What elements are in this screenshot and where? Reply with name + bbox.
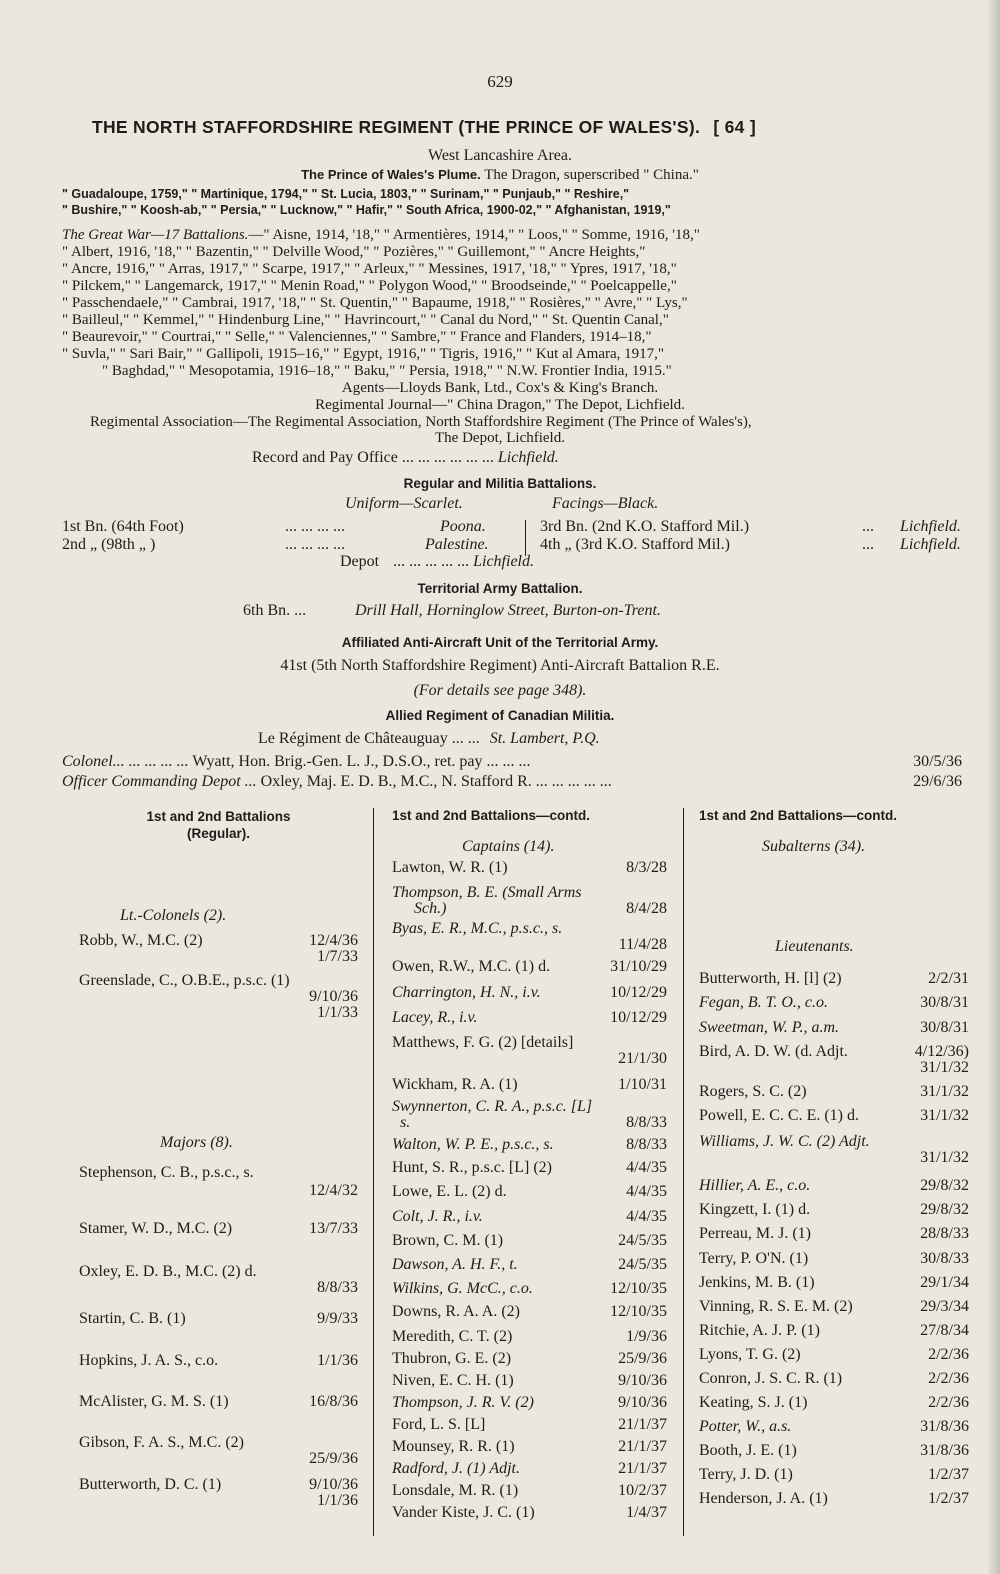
honours-line: " Baghdad," " Mesopotamia, 1916–18," " Baku," " Persia, 1918," " N.W. Frontier India, 1915." xyxy=(102,363,672,379)
honours-line: " Beaurevoir," " Courtrai," " Selle," " Valenciennes," " Sambre," " France and Flanders, 1914–18," xyxy=(62,329,652,345)
officer-row xyxy=(79,1164,358,1182)
territorial-heading: Territorial Army Battalion. xyxy=(417,581,583,596)
officer-date: 27/8/34 xyxy=(920,1322,969,1339)
regiment-title: THE NORTH STAFFORDSHIRE REGIMENT (THE PRINCE OF WALES'S). xyxy=(92,117,701,137)
officer-name: Dawson, A. H. F., t. xyxy=(392,1256,518,1273)
territorial-address: Drill Hall, Horninglow Street, Burton-on-Trent. xyxy=(355,602,661,619)
battalion-1st: 1st Bn. (64th Foot) xyxy=(62,518,184,535)
officer-row xyxy=(392,1460,667,1478)
officer-name: Lowe, E. L. (2) d. xyxy=(392,1183,507,1200)
station-1st: Poona. xyxy=(440,518,486,535)
honours-line: " Suvla," " Sari Bair," " Gallipoli, 1915–16," " Egypt, 1916," " Tigris, 1916," " Kut al Amara, 1917," xyxy=(62,346,665,362)
anti-aircraft-heading: Affiliated Anti-Aircraft Unit of the Territorial Army. xyxy=(341,635,659,650)
officer-date: 8/8/33 xyxy=(317,1279,358,1296)
leader-dots: ... xyxy=(862,518,874,535)
officer-date: 31/1/32 xyxy=(920,1059,969,1076)
officer-name: Perreau, M. J. (1) xyxy=(699,1225,811,1242)
honours-line: " Guadaloupe, 1759," " Martinique, 1794," " St. Lucia, 1803," " Surinam," " Punjaub," " Reshire," xyxy=(62,187,630,201)
officer-name: Wickham, R. A. (1) xyxy=(392,1076,518,1093)
honours-line: " Bushire," " Koosh-ab," " Persia," " Lucknow," " Hafir," " South Africa, 1900-02," " Afghanistan, 1919," xyxy=(62,203,671,217)
column-heading: 1st and 2nd Battalions—contd. xyxy=(392,808,591,823)
officer-row xyxy=(79,1310,358,1328)
ocd-name: Oxley, Maj. E. D. B., M.C., N. Stafford R. ... ... ... ... ... xyxy=(260,773,612,790)
honours-line: " Bailleul," " Kemmel," " Hindenburg Line," " Havrincourt," " Canal du Nord," " St. Quentin Canal," xyxy=(62,312,669,328)
officer-name: Wilkins, G. McC., c.o. xyxy=(392,1280,533,1297)
colonel-date: 30/5/36 xyxy=(913,753,962,770)
column-heading: 1st and 2nd Battalions—contd. xyxy=(699,808,898,823)
officer-date: 8/8/33 xyxy=(626,1136,667,1153)
officer-name: Terry, J. D. (1) xyxy=(699,1466,793,1483)
officer-name: Brown, C. M. (1) xyxy=(392,1232,504,1249)
officer-date: 9/10/36 xyxy=(309,1476,358,1493)
record-pay-place: Lichfield. xyxy=(497,449,559,466)
officer-row-cont xyxy=(392,1114,667,1132)
depot-label: Depot xyxy=(340,553,380,570)
lt-colonels-title: Lt.-Colonels (2). xyxy=(120,907,227,924)
officer-name: Matthews, F. G. (2) [details] xyxy=(392,1034,574,1051)
officer-date: 1/10/31 xyxy=(618,1076,667,1093)
officer-date: 1/1/36 xyxy=(317,1352,358,1369)
officer-row xyxy=(699,1177,969,1195)
station-4th: Lichfield. xyxy=(900,536,961,553)
officer-name: Bird, A. D. W. (d. Adjt. xyxy=(699,1043,848,1060)
officer-date: 21/1/37 xyxy=(618,1460,667,1477)
honours-line: " Albert, 1916, '18," " Bazentin," " Delville Wood," " Pozières," " Guillemont," " Ancre Heights," xyxy=(62,244,646,260)
honours-line: —" Aisne, 1914, '18," " Armentières, 1914," " Loos," " Somme, 1916, '18," xyxy=(248,227,700,243)
uniform: Uniform—Scarlet. xyxy=(345,495,463,512)
officer-name: Walton, W. P. E., p.s.c., s. xyxy=(392,1136,554,1153)
station-2nd: Palestine. xyxy=(425,536,489,553)
territorial-battalion: 6th Bn. ... xyxy=(243,602,307,619)
officer-name: Rogers, S. C. (2) xyxy=(699,1083,807,1100)
leader-dots: ... ... ... ... ... xyxy=(393,553,470,570)
officer-date: 1/4/37 xyxy=(626,1504,667,1521)
record-pay-label: Record and Pay Office ... ... ... ... ... ... xyxy=(252,449,494,466)
officer-date: 24/5/35 xyxy=(618,1256,667,1273)
officer-name: Butterworth, D. C. (1) xyxy=(79,1476,222,1493)
column-divider xyxy=(373,808,374,1536)
officer-name: Vander Kiste, J. C. (1) xyxy=(392,1504,535,1521)
officer-row xyxy=(392,1394,667,1412)
officer-name: Hopkins, J. A. S., c.o. xyxy=(79,1352,219,1369)
captains-title: Captains (14). xyxy=(462,838,555,855)
battalion-divider xyxy=(525,520,526,556)
battalion-4th: 4th „ (3rd K.O. Stafford Mil.) xyxy=(540,536,730,553)
officer-date: 21/1/37 xyxy=(618,1416,667,1433)
officer-row xyxy=(392,1372,667,1390)
officer-row xyxy=(699,1370,969,1388)
battalion-3rd: 3rd Bn. (2nd K.O. Stafford Mil.) xyxy=(540,518,750,535)
officer-name: Oxley, E. D. B., M.C. (2) d. xyxy=(79,1263,257,1280)
officer-name: Meredith, C. T. (2) xyxy=(392,1328,513,1345)
ocd-date: 29/6/36 xyxy=(913,773,962,790)
officer-row xyxy=(392,958,667,976)
great-war-first-line xyxy=(62,227,700,244)
officer-date: 1/1/33 xyxy=(317,1004,358,1021)
officer-name: Stephenson, C. B., p.s.c., s. xyxy=(79,1164,254,1181)
officer-name: Hillier, A. E., c.o. xyxy=(699,1177,811,1194)
agents: Agents—Lloyds Bank, Ltd., Cox's & King's Branch. xyxy=(341,380,659,396)
officer-date: 30/8/33 xyxy=(920,1250,969,1267)
officer-date: 12/4/32 xyxy=(309,1182,358,1199)
canadian-name: Le Régiment de Châteauguay ... ... xyxy=(258,730,480,747)
officer-date: 12/4/36 xyxy=(309,932,358,949)
officer-name: Owen, R.W., M.C. (1) d. xyxy=(392,958,551,975)
officer-date: 8/4/28 xyxy=(626,900,667,917)
anti-aircraft-unit: 41st (5th North Staffordshire Regiment) Anti-Aircraft Battalion R.E. xyxy=(280,657,720,674)
ocd-label: Officer Commanding Depot ... xyxy=(62,773,257,790)
officer-date: 4/4/35 xyxy=(626,1159,667,1176)
colonel-line xyxy=(62,753,531,771)
officer-name: Radford, J. (1) Adjt. xyxy=(392,1460,520,1477)
officer-row xyxy=(392,1232,667,1250)
officer-date: 12/10/35 xyxy=(610,1280,667,1297)
rank-badge: [ 64 ] xyxy=(713,117,756,137)
officer-date: 31/10/29 xyxy=(610,958,667,975)
officer-date: 4/4/35 xyxy=(626,1208,667,1225)
officer-name: Terry, P. O'N. (1) xyxy=(699,1250,809,1267)
officer-name: Startin, C. B. (1) xyxy=(79,1310,186,1327)
officer-row xyxy=(392,1256,667,1274)
officer-date: 2/2/31 xyxy=(928,970,969,987)
subalterns-title: Subalterns (34). xyxy=(762,838,866,855)
officer-name: Stamer, W. D., M.C. (2) xyxy=(79,1220,233,1237)
officer-row xyxy=(699,1442,969,1460)
officer-name: Keating, S. J. (1) xyxy=(699,1394,808,1411)
officer-date: 13/7/33 xyxy=(309,1220,358,1237)
officer-date: 2/2/36 xyxy=(928,1346,969,1363)
officer-date: 10/12/29 xyxy=(610,984,667,1001)
leader-dots: ... ... ... ... xyxy=(285,536,345,553)
officer-date: 29/3/34 xyxy=(920,1298,969,1315)
officer-row xyxy=(392,1482,667,1500)
officer-date: 12/10/35 xyxy=(610,1303,667,1320)
honours-line: " Ancre, 1916," " Arras, 1917," " Scarpe, 1917," " Arleux," " Messines, 1917, '18," " Ypres, 1917, '18," xyxy=(62,261,677,277)
officer-row xyxy=(699,1346,969,1364)
officer-date: 1/7/33 xyxy=(317,948,358,965)
officer-date: 4/4/35 xyxy=(626,1183,667,1200)
station-3rd: Lichfield. xyxy=(900,518,961,535)
officer-name: Williams, J. W. C. (2) Adjt. xyxy=(699,1133,870,1150)
officer-date: 25/9/36 xyxy=(618,1350,667,1367)
officer-name: Lacey, R., i.v. xyxy=(392,1009,478,1026)
officer-row-cont xyxy=(392,900,667,918)
column-divider xyxy=(683,808,684,1536)
leader-dots: ... ... ... ... xyxy=(285,518,345,535)
officer-name: Thompson, B. E. (Small Arms xyxy=(392,884,582,901)
officer-name: Thompson, J. R. V. (2) xyxy=(392,1394,534,1411)
officer-date: 10/2/37 xyxy=(618,1482,667,1499)
officer-name: Ford, L. S. [L] xyxy=(392,1416,486,1433)
colonel-name: Wyatt, Hon. Brig.-Gen. L. J., D.S.O., ret. pay ... ... ... xyxy=(192,753,531,770)
officer-row xyxy=(699,994,969,1012)
officer-name: Booth, J. E. (1) xyxy=(699,1442,797,1459)
officer-row xyxy=(392,1438,667,1456)
officer-name: Colt, J. R., i.v. xyxy=(392,1208,483,1225)
officer-row xyxy=(699,1225,969,1243)
officer-row xyxy=(79,1393,358,1411)
great-war-label: The Great War—17 Battalions. xyxy=(62,227,249,243)
officer-name: Lawton, W. R. (1) xyxy=(392,859,508,876)
officer-name: Swynnerton, C. R. A., p.s.c. [L] xyxy=(392,1098,593,1115)
officer-row xyxy=(392,1328,667,1346)
officer-date: 9/10/36 xyxy=(618,1372,667,1389)
officer-date: 8/8/33 xyxy=(626,1114,667,1131)
officer-date: 29/8/32 xyxy=(920,1201,969,1218)
officer-row xyxy=(392,1350,667,1368)
ocd-line xyxy=(62,773,612,791)
officer-name: Niven, E. C. H. (1) xyxy=(392,1372,514,1389)
canadian-place: St. Lambert, P.Q. xyxy=(489,730,600,747)
officer-row xyxy=(699,1298,969,1316)
officer-date: 31/1/32 xyxy=(920,1149,969,1166)
officer-row xyxy=(79,1220,358,1238)
officer-name: Jenkins, M. B. (1) xyxy=(699,1274,815,1291)
association-line: Regimental Association—The Regimental Association, North Staffordshire Regiment (The Prince of Wales's), xyxy=(90,414,752,430)
honours-line: " Passchendaele," " Cambrai, 1917, '18," " St. Quentin," " Bapaume, 1918," " Rosières," " Avre," " Lys," xyxy=(62,295,688,311)
facings: Facings—Black. xyxy=(552,495,659,512)
officer-name: Conron, J. S. C. R. (1) xyxy=(699,1370,843,1387)
column-heading-line: (Regular). xyxy=(186,826,250,841)
officer-date: 4/12/36) xyxy=(914,1043,969,1060)
canadian-heading: Allied Regiment of Canadian Militia. xyxy=(385,708,615,723)
officer-name: Hunt, S. R., p.s.c. [L] (2) xyxy=(392,1159,552,1176)
officer-row xyxy=(699,1201,969,1219)
officer-date: 29/1/34 xyxy=(920,1274,969,1291)
officer-date: 31/8/36 xyxy=(920,1442,969,1459)
officer-name: Charrington, H. N., i.v. xyxy=(392,984,541,1001)
officer-row xyxy=(392,1009,667,1027)
officer-name: Byas, E. R., M.C., p.s.c., s. xyxy=(392,920,563,937)
officer-name: Lonsdale, M. R. (1) xyxy=(392,1482,519,1499)
honours-early xyxy=(62,186,671,218)
column-heading xyxy=(79,808,358,842)
anti-aircraft-details: (For details see page 348). xyxy=(413,682,587,699)
page-edge-shadow xyxy=(988,0,1000,1574)
officer-date: 2/2/36 xyxy=(928,1370,969,1387)
officer-date: 24/5/35 xyxy=(618,1232,667,1249)
officer-name: Powell, E. C. C. E. (1) d. xyxy=(699,1107,859,1124)
page-number: 629 xyxy=(487,72,513,91)
colonel-label: Colonel... ... ... ... ... xyxy=(62,753,189,770)
officer-row xyxy=(699,1250,969,1268)
officer-name: Downs, R. A. A. (2) xyxy=(392,1303,521,1320)
officer-row xyxy=(699,1083,969,1101)
officer-name-cont: Sch.) xyxy=(414,900,447,917)
officer-row xyxy=(392,1303,667,1321)
canadian-regiment xyxy=(258,730,600,748)
officer-name: Kingzett, I. (1) d. xyxy=(699,1201,811,1218)
officer-date: 30/8/31 xyxy=(920,994,969,1011)
officer-name-cont: s. xyxy=(400,1114,411,1131)
officer-date: 2/2/36 xyxy=(928,1394,969,1411)
officer-row xyxy=(699,1107,969,1125)
officer-date: 9/10/36 xyxy=(309,988,358,1005)
officer-date: 1/2/37 xyxy=(928,1490,969,1507)
depot-line xyxy=(340,553,534,571)
badges-line xyxy=(0,167,1000,184)
officer-row xyxy=(392,1183,667,1201)
officer-name: Butterworth, H. [l] (2) xyxy=(699,970,842,987)
officer-date: 31/1/32 xyxy=(920,1107,969,1124)
officer-name: Fegan, B. T. O., c.o. xyxy=(699,994,829,1011)
officer-name: Ritchie, A. J. P. (1) xyxy=(699,1322,820,1339)
great-war-honours xyxy=(62,227,700,380)
officer-name: Thubron, G. E. (2) xyxy=(392,1350,512,1367)
officer-name: McAlister, G. M. S. (1) xyxy=(79,1393,229,1410)
officer-row xyxy=(699,1274,969,1292)
officer-row xyxy=(392,1076,667,1094)
officer-row xyxy=(699,1466,969,1484)
association-address: The Depot, Lichfield. xyxy=(435,430,565,446)
officer-name: Robb, W., M.C. (2) xyxy=(79,932,203,949)
officer-row xyxy=(392,1416,667,1434)
dragon-badge: The Dragon, superscribed " China." xyxy=(480,167,699,183)
officer-date: 29/8/32 xyxy=(920,1177,969,1194)
officer-name: Vinning, R. S. E. M. (2) xyxy=(699,1298,853,1315)
officer-name: Potter, W., a.s. xyxy=(699,1418,792,1435)
officer-date: 1/1/36 xyxy=(317,1492,358,1509)
officer-row xyxy=(699,1490,969,1508)
lieutenants-title: Lieutenants. xyxy=(775,938,854,955)
officer-date: 28/8/33 xyxy=(920,1225,969,1242)
officer-name: Lyons, T. G. (2) xyxy=(699,1346,801,1363)
regular-militia-heading: Regular and Militia Battalions. xyxy=(403,476,597,491)
honours-line: " Pilckem," " Langemarck, 1917," " Menin Road," " Polygon Wood," " Broodseinde," " Poelcappelle," xyxy=(62,278,677,294)
officer-name: Gibson, F. A. S., M.C. (2) xyxy=(79,1434,244,1451)
officer-date: 31/8/36 xyxy=(920,1418,969,1435)
officer-row xyxy=(699,1418,969,1436)
officer-date: 11/4/28 xyxy=(618,936,667,953)
officer-row xyxy=(392,859,667,877)
officer-date: 1/2/37 xyxy=(928,1466,969,1483)
officer-row xyxy=(699,1394,969,1412)
officer-row xyxy=(79,1352,358,1370)
officer-name: Henderson, J. A. (1) xyxy=(699,1490,828,1507)
officer-date: 16/8/36 xyxy=(309,1393,358,1410)
officer-date: 9/9/33 xyxy=(317,1310,358,1327)
officer-row xyxy=(392,1280,667,1298)
plume-badge: The Prince of Wales's Plume. xyxy=(301,167,481,182)
leader-dots: ... xyxy=(862,536,874,553)
officer-row xyxy=(699,1322,969,1340)
officer-row xyxy=(392,984,667,1002)
battalion-2nd: 2nd „ (98th „ ) xyxy=(62,536,156,553)
area: West Lancashire Area. xyxy=(428,147,572,164)
officer-name: Sweetman, W. P., a.m. xyxy=(699,1019,839,1036)
officer-date: 25/9/36 xyxy=(309,1450,358,1467)
officer-row xyxy=(699,970,969,988)
officer-date: 21/1/37 xyxy=(618,1438,667,1455)
officer-name: Mounsey, R. R. (1) xyxy=(392,1438,515,1455)
journal: Regimental Journal—" China Dragon," The Depot, Lichfield. xyxy=(315,397,685,413)
officer-date: 1/9/36 xyxy=(626,1328,667,1345)
depot-place: Lichfield. xyxy=(473,553,534,570)
title-line xyxy=(92,117,756,138)
officer-row xyxy=(392,1136,667,1154)
officer-row xyxy=(699,1019,969,1037)
officer-date: 10/12/29 xyxy=(610,1009,667,1026)
column-heading-line: 1st and 2nd Battalions xyxy=(146,809,291,824)
officer-row xyxy=(392,1504,667,1522)
officer-row xyxy=(392,1159,667,1177)
officer-date: 9/10/36 xyxy=(618,1394,667,1411)
majors-title: Majors (8). xyxy=(160,1134,233,1151)
officer-row xyxy=(392,1208,667,1226)
officer-date: 30/8/31 xyxy=(920,1019,969,1036)
officer-date: 31/1/32 xyxy=(920,1083,969,1100)
record-pay-office xyxy=(252,449,559,467)
officer-date: 21/1/30 xyxy=(618,1050,667,1067)
officer-name: Greenslade, C., O.B.E., p.s.c. (1) xyxy=(79,972,290,989)
officer-date: 8/3/28 xyxy=(626,859,667,876)
